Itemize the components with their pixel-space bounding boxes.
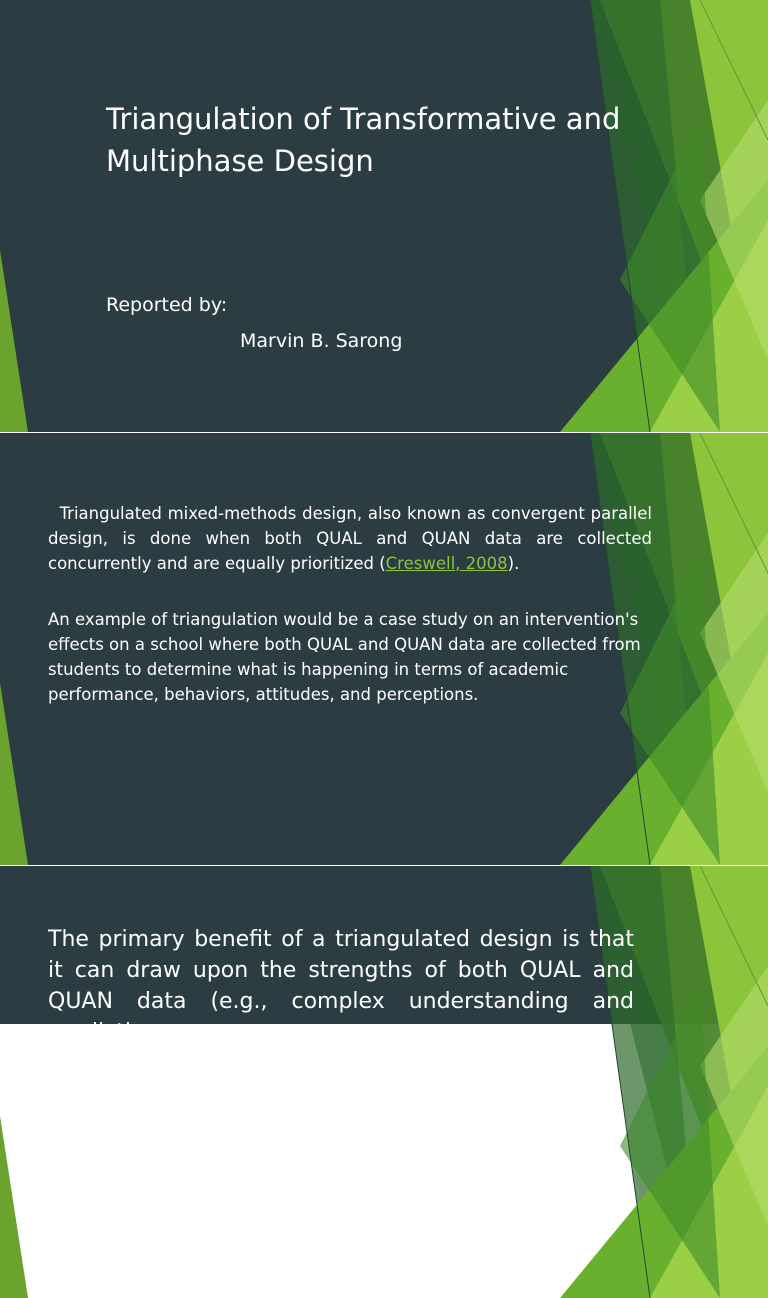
definition-slide	[0, 433, 768, 865]
definition-text-end: ).	[507, 554, 520, 573]
slide-title: Triangulation of Transformative and Multiphase Design	[106, 102, 621, 178]
example-paragraph: An example of triangulation would be a case study on an intervention's effects on a school where both QUAL and QUAN data are collected from students to determine what is happening in terms of academic performance, behaviors, attitudes, and perceptions.	[48, 610, 641, 704]
benefit-slide	[0, 866, 768, 1045]
reported-by-label: Reported by:	[106, 294, 228, 316]
creswell-citation-link[interactable]: Creswell, 2008	[385, 554, 508, 573]
benefit-paragraph: The primary benefit of a triangulated design is that it can draw upon the strengths of both QUAL and QUAN data (e.g., complex understanding and predictive...	[48, 927, 634, 1045]
definition-text: Triangulated mixed-methods design, also known as convergent parallel design, is done when both QUAL and QUAN data are collected concurrently and are equally prioritized (	[48, 504, 658, 573]
definition-paragraph	[48, 501, 658, 576]
title-slide	[0, 0, 768, 432]
green-triangle-decoration	[0, 0, 768, 432]
reporter-name: Marvin B. Sarong	[240, 330, 403, 352]
